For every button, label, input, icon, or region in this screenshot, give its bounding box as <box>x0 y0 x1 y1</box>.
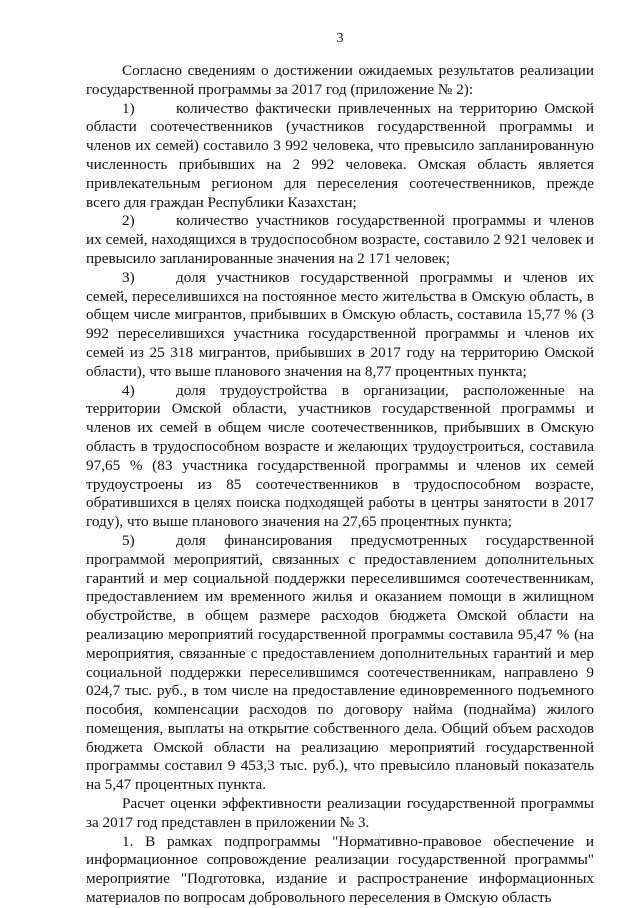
list-item-number: 1) <box>122 99 135 117</box>
paragraph-text: 1. В рамках подпрограммы "Нормативно-правовое обеспечение и информационное сопровождение реализации государственной программы" мероприятие "Подготовка, издание и распространение информационных материалов по вопросам добровольного переселения в Омскую область <box>86 832 594 907</box>
paragraph-subprogram <box>86 833 594 908</box>
document-page <box>86 30 594 908</box>
list-item-number: 5) <box>122 531 135 549</box>
page-number: 3 <box>336 31 344 46</box>
paragraph-evaluation <box>86 795 594 833</box>
list-item-text: доля финансирования предусмотренных государственной программой мероприятий, связанных с предоставлением дополнительных гарантий и мер социальной поддержки переселившимся соотечественникам, предоставлением им временного жилья и оказанием помощи в жилищном обустройстве, в общем размере расходов бюджета Омской области на реализацию мероприятий государственной программы составила 95,47 % (на мероприятия, связанные с предоставлением дополнительных гарантий и мер социальной поддержки переселившимся соотечественникам, направлено 9 024,7 тыс. руб., в том числе на предоставление единовременного подъемного пособия, компенсации расходов по договору найма (поднайма) жилого помещения, выплаты на открытие собственного дела. Общий объем расходов бюджета Омской области на реализацию мероприятий государственной программы составил 9 453,3 тыс. руб.), что превысило плановый показатель на 5,47 процентных пункта. <box>86 531 594 794</box>
list-item-number: 4) <box>122 381 135 399</box>
paragraph-intro <box>86 62 594 100</box>
list-item-5 <box>86 532 594 795</box>
list-item-text: доля участников государственной программы и членов их семей, переселившихся на постоянное место жительства в Омскую область, в общем числе мигрантов, прибывших в Омскую область, составила 15,77 % (3 992 переселившихся участника государственной программы и членов их семей из 25 318 мигрантов, прибывших в 2017 году на территорию Омской области), что выше планового значения на 8,77 процентных пункта; <box>86 268 594 380</box>
list-item-text: доля трудоустройства в организации, расположенные на территории Омской области, участников государственной программы и членов их семей в общем числе соотечественников, прибывших в Омскую область в трудоспособном возрасте и желающих трудоустроиться, составила 97,65 % (83 участника государственной программы и членов их семей трудоустроены из 85 соотечественников в трудоспособном возрасте, обратившихся в целях поиска подходящей работы в центры занятости в 2017 году), что выше планового значения на 27,65 процентных пункта; <box>86 381 594 531</box>
list-item-4 <box>86 382 594 532</box>
list-item-number: 3) <box>122 268 135 286</box>
list-item-text: количество фактически привлеченных на территорию Омской области соотечественников (участников государственной программы и членов их семей) составило 3 992 человека, что превысило запланированную численность прибывших на 2 992 человека. Омская область является привлекательным регионом для переселения соотечественников, прежде всего для граждан Республики Казахстан; <box>86 99 594 211</box>
paragraph-text: Согласно сведениям о достижении ожидаемых результатов реализации государственной программы за 2017 год (приложение № 2): <box>86 62 594 98</box>
paragraph-text: Расчет оценки эффективности реализации государственной программы за 2017 год представлен в приложении № 3. <box>86 795 594 831</box>
list-item-text: количество участников государственной программы и членов их семей, находящихся в трудоспособном возрасте, составило 2 921 человек и превысило запланированные значения на 2 171 человек; <box>86 212 594 267</box>
list-item-3 <box>86 269 594 382</box>
list-item-1 <box>86 100 594 213</box>
list-item-number: 2) <box>122 212 135 230</box>
list-item-2 <box>86 212 594 268</box>
